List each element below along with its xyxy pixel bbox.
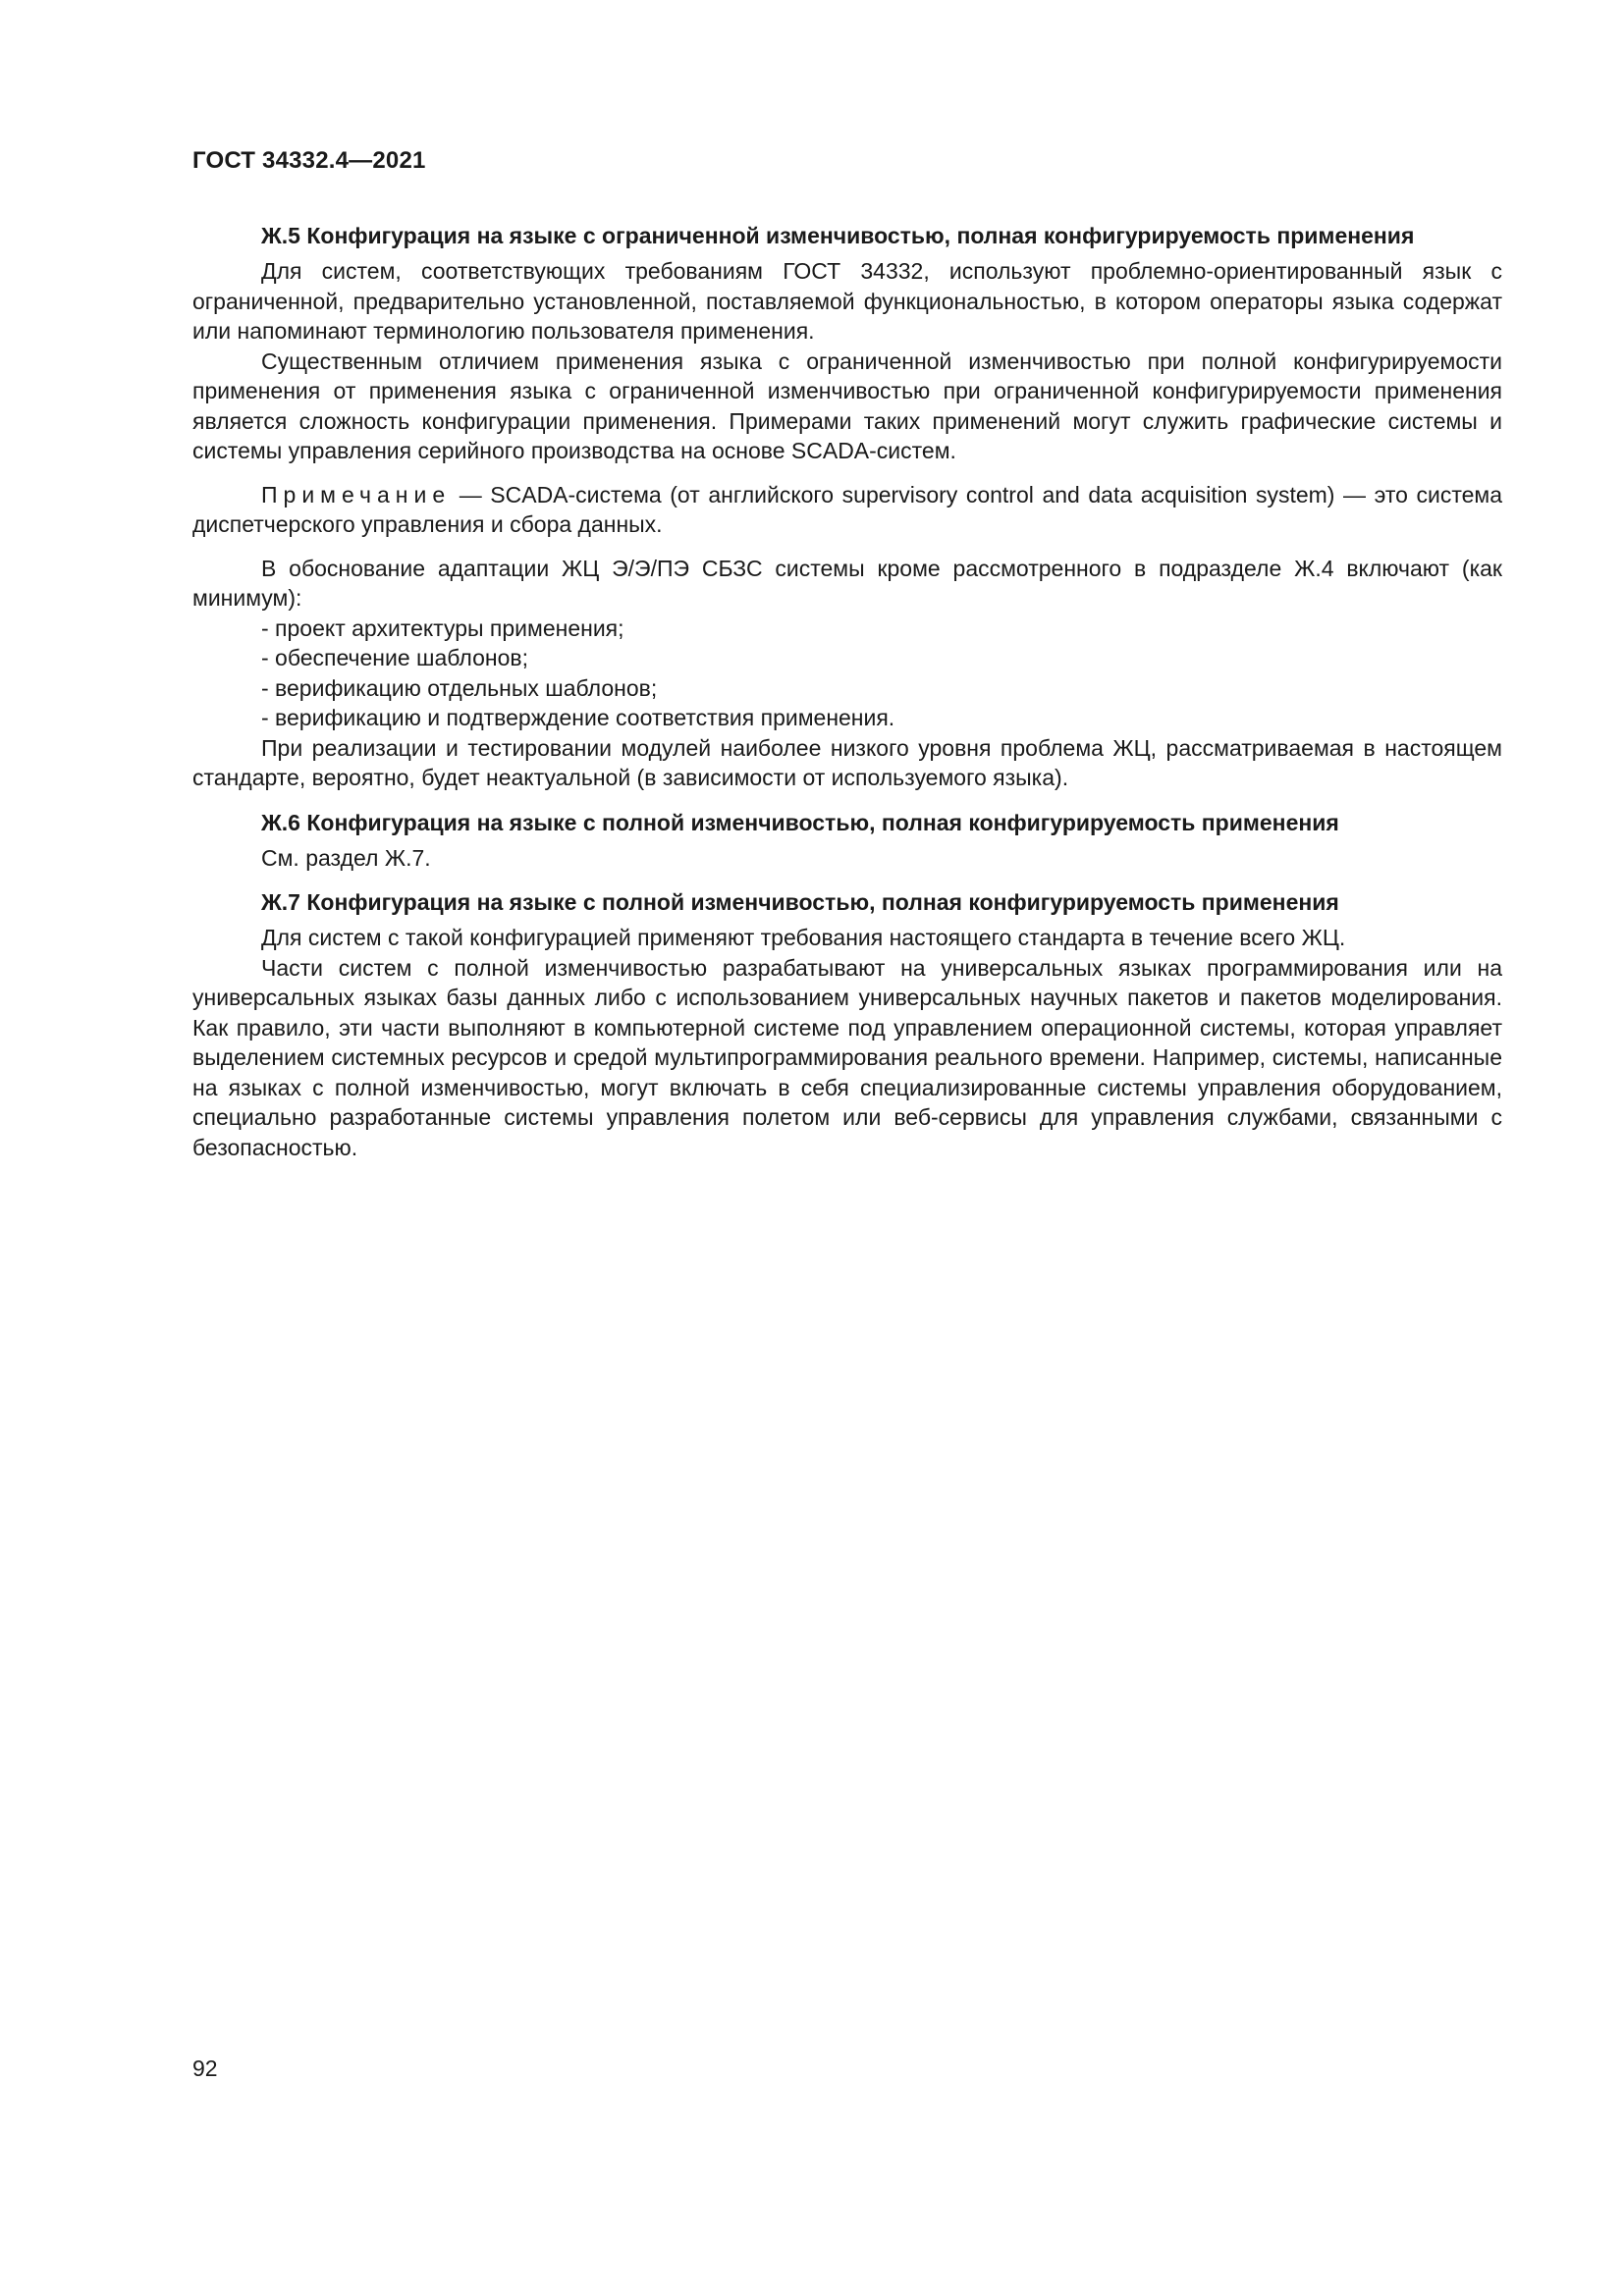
document-header: ГОСТ 34332.4—2021 — [192, 147, 426, 174]
list-item: - верификацию отдельных шаблонов; — [261, 674, 658, 701]
paragraph: Существенным отличием применения языка с ограниченной изменчивостью при полной конфигурируемости применения от применения языка с ограниченной изменчивостью при ограниченной конфигурируемости применения является сложность конфигурации применения. Примерами таких применений могут служить графические системы и системы управления серийного производства на основе SCADA-систем. — [192, 347, 1502, 463]
list-item: - верификацию и подтверждение соответствия применения. — [261, 705, 895, 730]
note-paragraph — [192, 480, 1502, 540]
note-label: Примечание — [261, 481, 452, 507]
paragraph: Для систем, соответствующих требованиям ГОСТ 34332, используют проблемно-ориентированный язык с ограниченной, предварительно установленной, поставляемой функциональностью, в котором операторы языка содержат или напоминают терминологию пользователя применения. — [192, 258, 1502, 344]
list-item: - обеспечение шаблонов; — [261, 645, 528, 670]
paragraph: Части систем с полной изменчивостью разрабатывают на универсальных языках программирования или на универсальных языках базы данных либо с использованием универсальных научных пакетов и пакетов моделирования. Как правило, эти части выполняют в компьютерной системе под управлением операционной системы, которая управляет выделением системных ресурсов и средой мультипрограммирования реального времени. Например, системы, написанные на языках с полной изменчивостью, могут включать в себя специализированные системы управления оборудованием, специально разработанные системы управления полетом или веб-сервисы для управления службами, связанными с безопасностью. — [192, 954, 1502, 1160]
note-text: — SCADA-система (от английского supervisory control and data acquisition system) — это система диспетчерского управления и сбора данных. — [192, 481, 1502, 537]
list-item: - проект архитектуры применения; — [261, 614, 624, 641]
paragraph: В обоснование адаптации ЖЦ Э/Э/ПЭ СБЗС системы кроме рассмотренного в подразделе Ж.4 включают (как минимум): — [192, 555, 1502, 611]
section-title-z5: Ж.5 Конфигурация на языке с ограниченной изменчивостью, полная конфигурируемость применения — [261, 223, 1415, 248]
document-body — [192, 222, 1502, 1162]
paragraph: При реализации и тестировании модулей наиболее низкого уровня проблема ЖЦ, рассматриваемая в настоящем стандарте, вероятно, будет неактуальной (в зависимости от используемого языка). — [192, 734, 1502, 790]
section-title-z7: Ж.7 Конфигурация на языке с полной изменчивостью, полная конфигурируемость применения — [261, 889, 1339, 915]
paragraph: См. раздел Ж.7. — [261, 844, 431, 871]
section-title-z6: Ж.6 Конфигурация на языке с полной изменчивостью, полная конфигурируемость применения — [261, 809, 1339, 835]
page-number: 92 — [192, 2056, 218, 2081]
paragraph: Для систем с такой конфигурацией применяют требования настоящего стандарта в течение всего ЖЦ. — [261, 925, 1346, 950]
requirements-list — [192, 614, 1502, 733]
